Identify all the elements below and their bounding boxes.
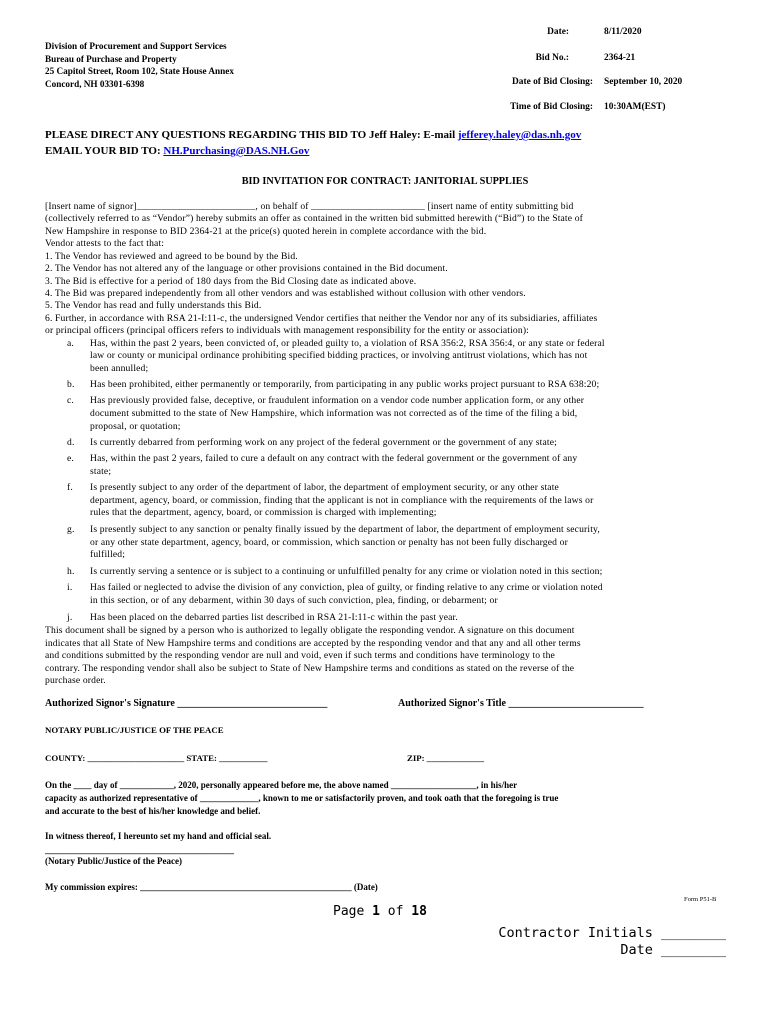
form-code: Form P51-B bbox=[684, 896, 717, 903]
closing-line: purchase order. bbox=[45, 675, 106, 686]
page-total: 18 bbox=[411, 904, 427, 919]
closing-line: and conditions submitted by the responding vendor are null and void, even if such terms and conditions have terminology to the bbox=[45, 650, 555, 661]
closing-line: contrary. The responding vendor shall also be subject to State of New Hampshire terms and conditions as stated on the reverse of the bbox=[45, 663, 575, 674]
date-initials-field[interactable]: Date ________ bbox=[620, 942, 726, 958]
notary-statement-line: On the ____ day of ____________, 2020, personally appeared before me, the above named ___________________, in his/her bbox=[45, 780, 518, 790]
sub-item-line: department, agency, board, or commission, finding that the applicant is not in compliance with the requirements of the laws or bbox=[90, 495, 594, 506]
sub-item-letter: e. bbox=[67, 453, 74, 464]
zip-field[interactable]: ZIP: _____________ bbox=[407, 753, 484, 763]
intro-line: (collectively referred to as “Vendor”) hereby submits an offer as contained in the written bid submitted herewith (“Bid”) to the State of bbox=[45, 213, 583, 224]
attestation-item: 4. The Bid was prepared independently from all other vendors and was established without collusion with other vendors. bbox=[45, 288, 526, 299]
division-address-block bbox=[45, 40, 234, 90]
questions-line bbox=[45, 129, 581, 141]
closing-date-label: Date of Bid Closing: bbox=[512, 77, 593, 87]
sub-item-line: fulfilled; bbox=[90, 549, 126, 560]
commission-expires-field[interactable]: My commission expires: _______________________________________________ (Date) bbox=[45, 882, 378, 892]
page-label: Page bbox=[333, 904, 373, 919]
sub-item-letter: c. bbox=[67, 395, 74, 406]
sub-item-letter: i. bbox=[67, 582, 73, 593]
closing-time-label: Time of Bid Closing: bbox=[510, 102, 593, 112]
witness-statement: In witness thereof, I hereunto set my hand and official seal. bbox=[45, 831, 272, 841]
notary-heading: NOTARY PUBLIC/JUSTICE OF THE PEACE bbox=[45, 725, 224, 735]
questions-text: PLEASE DIRECT ANY QUESTIONS REGARDING THIS BID TO Jeff Haley: E-mail bbox=[45, 129, 458, 141]
sub-item-line: law or county or municipal ordinance prohibiting specified bidding practices, or involving antitrust violations, which has not bbox=[90, 350, 588, 361]
sub-item-line: Has been prohibited, either permanently or temporarily, from participating in any public works project pursuant to RSA 638:20; bbox=[90, 379, 600, 390]
sub-item-line: or any other state department, agency, board, or commission, which sanction or penalty has not been fully discharged or bbox=[90, 537, 568, 548]
sub-item-line: Has been placed on the debarred parties list described in RSA 21-I:11-c within the past year. bbox=[90, 612, 458, 623]
closing-line: indicates that all State of New Hampshire terms and conditions are accepted by the responding vendor and that any and all other terms bbox=[45, 638, 581, 649]
email-bid-line bbox=[45, 145, 309, 157]
sub-item-line: Has, within the past 2 years, been convicted of, or pleaded guilty to, a violation of RSA 356:2, RSA 356:4, or any state or federal bbox=[90, 338, 605, 349]
attestation-item: 1. The Vendor has reviewed and agreed to be bound by the Bid. bbox=[45, 251, 298, 262]
notary-statement-line: and accurate to the best of his/her knowledge and belief. bbox=[45, 806, 261, 816]
attestation-item: 2. The Vendor has not altered any of the language or other provisions contained in the Bid document. bbox=[45, 263, 448, 274]
division-line: 25 Capitol Street, Room 102, State House Annex bbox=[45, 66, 234, 76]
sub-item-line: Is currently debarred from performing work on any project of the federal government or the government of any state; bbox=[90, 437, 557, 448]
closing-line: This document shall be signed by a person who is authorized to legally obligate the responding vendor. A signature on this document bbox=[45, 625, 575, 636]
page-indicator bbox=[333, 904, 427, 919]
sub-item-line: Has failed or neglected to advise the division of any conviction, plea of guilty, or finding relative to any crime or violation noted bbox=[90, 582, 603, 593]
closing-time-value: 10:30AM(EST) bbox=[604, 102, 666, 112]
intro-line: Vendor attests to the fact that: bbox=[45, 238, 165, 249]
document-title: BID INVITATION FOR CONTRACT: JANITORIAL SUPPLIES bbox=[241, 176, 529, 187]
sub-item-line: Is currently serving a sentence or is subject to a continuing or unfulfilled penalty for any crime or violation noted in this section; bbox=[90, 566, 603, 577]
attestation-item: 3. The Bid is effective for a period of 180 days from the Bid Closing date as indicated above. bbox=[45, 276, 417, 287]
sub-item-line: in this section, or of any debarment, within 30 days of such conviction, plea, finding, or debarment; or bbox=[90, 595, 498, 606]
sub-item-letter: d. bbox=[67, 437, 75, 448]
email-bid-text: EMAIL YOUR BID TO: bbox=[45, 145, 164, 157]
signor-title-field[interactable]: Authorized Signor's Title ___________________________ bbox=[398, 698, 644, 709]
sub-item-line: proposal, or quotation; bbox=[90, 421, 181, 432]
sub-item-letter: j. bbox=[67, 612, 73, 623]
date-value: 8/11/2020 bbox=[604, 27, 642, 37]
sub-item-line: state; bbox=[90, 466, 112, 477]
intro-line: [Insert name of signor]________________________, on behalf of _______________________ [insert name of entity submitting bid bbox=[45, 201, 574, 212]
intro-line: New Hampshire in response to BID 2364-21 at the price(s) quoted herein in complete accordance with the bid. bbox=[45, 226, 487, 237]
sub-item-line: Has previously provided false, deceptive, or fraudulent information on a vendor code number application form, or any other bbox=[90, 395, 585, 406]
closing-date-value: September 10, 2020 bbox=[604, 77, 683, 87]
date-label: Date: bbox=[547, 27, 569, 37]
sub-item-line: been annulled; bbox=[90, 363, 149, 374]
page-number: 1 bbox=[372, 904, 380, 919]
sub-item-letter: a. bbox=[67, 338, 74, 349]
division-line: Concord, NH 03301-6398 bbox=[45, 78, 145, 89]
bid-no-label: Bid No.: bbox=[535, 53, 569, 63]
contractor-initials-field[interactable]: Contractor Initials ________ bbox=[498, 925, 726, 941]
sub-item-letter: g. bbox=[67, 524, 75, 535]
notary-caption: (Notary Public/Justice of the Peace) bbox=[45, 856, 182, 866]
signor-signature-field[interactable]: Authorized Signor's Signature ______________________________ bbox=[45, 698, 328, 709]
sub-item-letter: b. bbox=[67, 379, 75, 390]
questions-email-link[interactable]: jefferey.haley@das.nh.gov bbox=[457, 129, 582, 141]
attestation-item: or principal officers (principal officers refers to individuals with management responsibility for the entity or association): bbox=[45, 325, 529, 336]
division-line: Division of Procurement and Support Services bbox=[45, 41, 227, 51]
sub-item-letter: h. bbox=[67, 566, 75, 577]
sub-item-line: Is presently subject to any order of the department of labor, the department of employment security, or any other state bbox=[90, 482, 559, 493]
division-line: Bureau of Purchase and Property bbox=[45, 53, 177, 64]
notary-statement-line: capacity as authorized representative of _____________, known to me or satisfactorily proven, and took oath that the foregoing is true bbox=[45, 793, 559, 803]
page-of: of bbox=[379, 904, 412, 919]
sub-item-line: rules that the department, agency, board, or commission is charged with implementing; bbox=[90, 507, 437, 518]
sub-item-line: document submitted to the state of New Hampshire, which information was not corrected as of the time of the filing a bid, bbox=[90, 408, 578, 419]
attestation-item: 6. Further, in accordance with RSA 21-I:11-c, the undersigned Vendor certifies that neither the Vendor nor any of its subsidiaries, affiliates bbox=[45, 313, 598, 324]
email-bid-link[interactable]: NH.Purchasing@DAS.NH.Gov bbox=[163, 145, 310, 157]
sub-item-line: Is presently subject to any sanction or penalty finally issued by the department of labor, the department of employment security, bbox=[90, 524, 600, 535]
sub-item-letter: f. bbox=[67, 482, 73, 493]
sub-item-line: Has, within the past 2 years, failed to cure a default on any contract with the federal government or the government of any bbox=[90, 453, 578, 464]
bid-no-value: 2364-21 bbox=[604, 53, 636, 63]
notary-signature-line[interactable]: __________________________________________ bbox=[45, 845, 234, 855]
county-state-field[interactable]: COUNTY: ______________________ STATE: ___________ bbox=[45, 753, 268, 763]
attestation-item: 5. The Vendor has read and fully understands this Bid. bbox=[45, 300, 262, 311]
